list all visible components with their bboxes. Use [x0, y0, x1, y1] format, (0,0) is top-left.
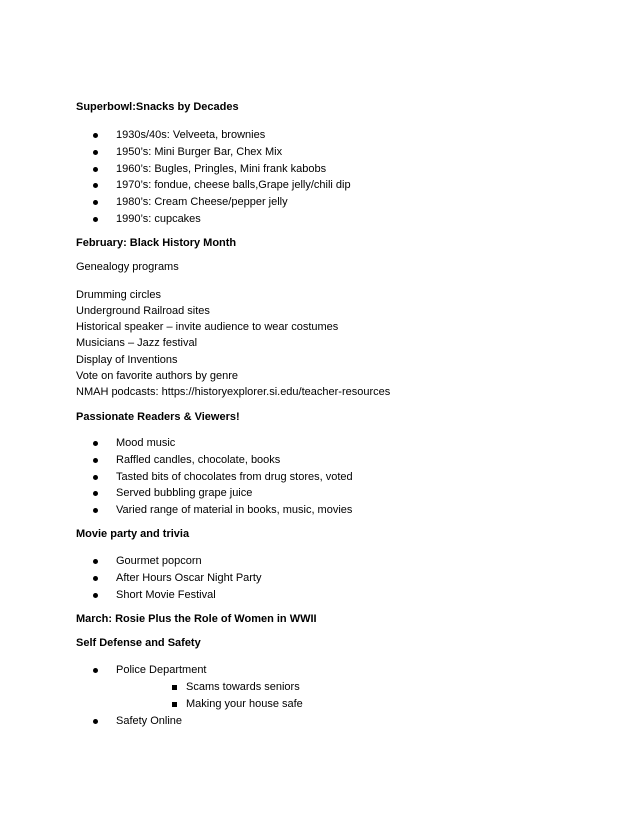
readers-list: [76, 435, 596, 519]
bullet-icon: [93, 217, 98, 222]
police-sublist: [76, 679, 596, 713]
text-line: NMAH podcasts: https://historyexplorer.si.edu/teacher-resources: [76, 385, 391, 398]
bullet-icon: [93, 719, 98, 724]
list-item: Gourmet popcorn: [76, 553, 596, 570]
bullet-icon: [93, 200, 98, 205]
document-page: [76, 102, 596, 730]
list-item: 1930s/40s: Velveeta, brownies: [76, 127, 596, 144]
text-line: Underground Railroad sites: [76, 304, 210, 317]
safety-list: [76, 662, 596, 679]
list-item: After Hours Oscar Night Party: [76, 570, 596, 587]
bullet-icon: [93, 508, 98, 513]
bullet-icon: [93, 150, 98, 155]
superbowl-list: [76, 127, 596, 228]
list-item: Mood music: [76, 435, 596, 452]
list-item: Tasted bits of chocolates from drug stores, voted: [76, 469, 596, 486]
list-item: Police Department: [76, 662, 596, 679]
list-item: 1990’s: cupcakes: [76, 211, 596, 228]
bullet-icon: [93, 668, 98, 673]
movie-heading: Movie party and trivia: [76, 528, 190, 541]
february-lines: [76, 287, 596, 400]
list-item: Safety Online: [76, 713, 596, 730]
sub-list-item: Making your house safe: [76, 696, 596, 713]
sub-list-item: Scams towards seniors: [76, 679, 596, 696]
list-item: Served bubbling grape juice: [76, 485, 596, 502]
bullet-icon: [93, 491, 98, 496]
genealogy-text: Genealogy programs: [76, 260, 179, 273]
text-line: Historical speaker – invite audience to wear costumes: [76, 321, 339, 334]
text-line: Vote on favorite authors by genre: [76, 369, 239, 382]
march-heading: March: Rosie Plus the Role of Women in WWII: [76, 613, 317, 626]
safety-list-2: [76, 713, 596, 730]
list-item: Varied range of material in books, music, movies: [76, 502, 596, 519]
list-item: Short Movie Festival: [76, 587, 596, 604]
bullet-icon: [93, 133, 98, 138]
list-item: Raffled candles, chocolate, books: [76, 452, 596, 469]
bullet-icon: [93, 167, 98, 172]
square-bullet-icon: [172, 685, 177, 690]
text-line: Musicians – Jazz festival: [76, 337, 198, 350]
list-item: 1970’s: fondue, cheese balls,Grape jelly/chili dip: [76, 177, 596, 194]
list-item: 1980’s: Cream Cheese/pepper jelly: [76, 194, 596, 211]
text-line: Drumming circles: [76, 288, 161, 301]
bullet-icon: [93, 183, 98, 188]
superbowl-heading: Superbowl:Snacks by Decades: [76, 101, 239, 113]
text-line: Display of Inventions: [76, 353, 178, 366]
readers-heading: Passionate Readers & Viewers!: [76, 411, 240, 424]
movie-list: [76, 553, 596, 603]
list-item: 1950’s: Mini Burger Bar, Chex Mix: [76, 144, 596, 161]
bullet-icon: [93, 593, 98, 598]
bullet-icon: [93, 475, 98, 480]
february-heading: February: Black History Month: [76, 236, 237, 249]
safety-heading: Self Defense and Safety: [76, 637, 201, 650]
bullet-icon: [93, 458, 98, 463]
bullet-icon: [93, 576, 98, 581]
list-item: 1960’s: Bugles, Pringles, Mini frank kabobs: [76, 161, 596, 178]
bullet-icon: [93, 559, 98, 564]
bullet-icon: [93, 441, 98, 446]
square-bullet-icon: [172, 702, 177, 707]
